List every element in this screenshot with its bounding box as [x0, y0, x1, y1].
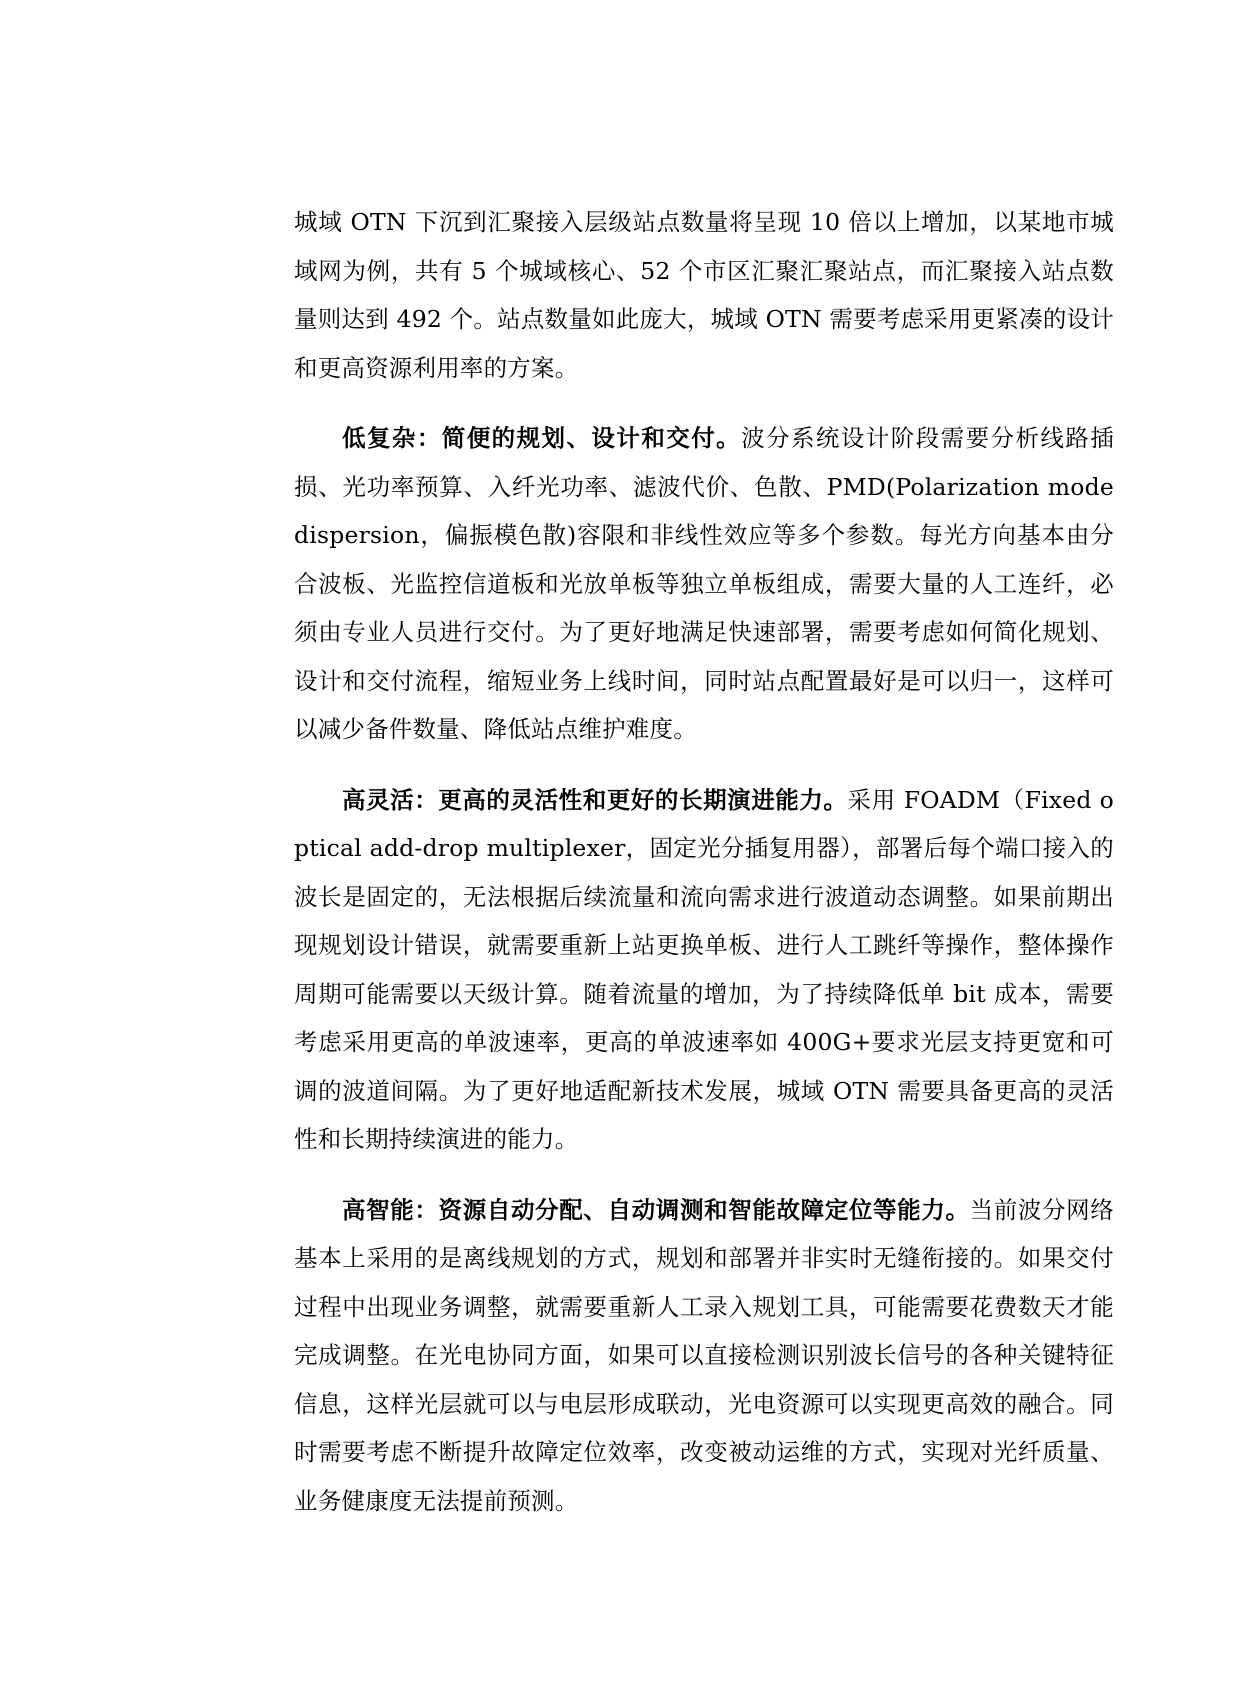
paragraph-text: 采用 FOADM（Fixed optical add-drop multiplexer，固定光分插复用器），部署后每个端口接入的波长是固定的，无法根据后续流量和流向需求进行波道动态调整。如果前期出现规划设计错误，就需要重新上站更换单板、进行人工跳纤等操作，整体操作周期可能需要以天级计算。随着流量的增加，为了持续降低单 bit 成本，需要考虑采用更高的单波速率，更高的单波速率如 400G+要求光层支持更宽和可调的波道间隔。为了更好地适配新技术发展，城域 OTN 需要具备更高的灵活性和长期持续演进的能力。 [294, 785, 1115, 1153]
paragraph-low-complexity [294, 414, 1114, 754]
paragraph-lead-heading: 高灵活：更高的灵活性和更好的长期演进能力。 [342, 785, 848, 814]
document-body [294, 198, 1114, 1525]
paragraph-lead-heading: 高智能：资源自动分配、自动调测和智能故障定位等能力。 [342, 1195, 970, 1224]
paragraph-gap [294, 1164, 1114, 1186]
paragraph-text: 城域 OTN 下沉到汇聚接入层级站点数量将呈现 10 倍以上增加，以某地市城域网为例，共有 5 个城域核心、52 个市区汇聚汇聚站点，而汇聚接入站点数量则达到 492 个。站点数量如此庞大，城域 OTN 需要考虑采用更紧凑的设计和更高资源利用率的方案。 [294, 208, 1114, 382]
paragraph-intro [294, 198, 1114, 392]
paragraph-text: 当前波分网络基本上采用的是离线规划的方式，规划和部署并非实时无缝衔接的。如果交付过程中出现业务调整，就需要重新人工录入规划工具，可能需要花费数天才能完成调整。在光电协同方面，如果可以直接检测识别波长信号的各种关键特征信息，这样光层就可以与电层形成联动，光电资源可以实现更高效的融合。同时需要考虑不断提升故障定位效率，改变被动运维的方式，实现对光纤质量、业务健康度无法提前预测。 [294, 1195, 1115, 1515]
paragraph-lead-heading: 低复杂：简便的规划、设计和交付。 [342, 424, 742, 452]
paragraph-gap [294, 392, 1114, 414]
paragraph-high-intelligence [294, 1186, 1114, 1526]
paragraph-high-flexibility [294, 776, 1114, 1164]
paragraph-gap [294, 754, 1114, 776]
paragraph-text: 波分系统设计阶段需要分析线路插损、光功率预算、入纤光功率、滤波代价、色散、PMD(Polarization mode dispersion，偏振模色散)容限和非线性效应等多个参数。每光方向基本由分合波板、光监控信道板和光放单板等独立单板组成，需要大量的人工连纤，必须由专业人员进行交付。为了更好地满足快速部署，需要考虑如何简化规划、设计和交付流程，缩短业务上线时间，同时站点配置最好是可以归一，这样可以减少备件数量、降低站点维护难度。 [294, 424, 1114, 743]
